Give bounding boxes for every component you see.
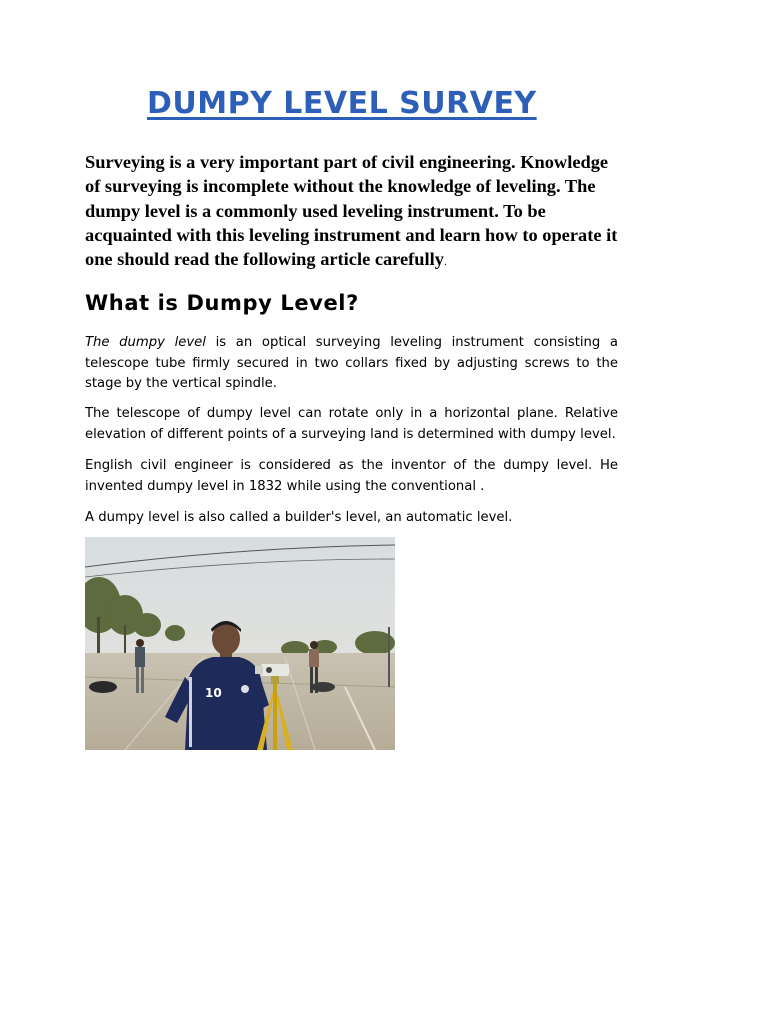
inventor-paragraph: English civil engineer is considered as the inventor of the dumpy level. He invented dumpy level in 1832 while using the conventional . (85, 458, 618, 494)
definition-paragraph (85, 333, 618, 395)
survey-photo (85, 537, 395, 750)
intro-text: Surveying is a very important part of civil engineering. Knowledge of surveying is incomplete without the knowledge of leveling. The dumpy level is a commonly used leveling instrument. To be acquainted with this leveling instrument and learn how to operate it one should read the following article carefully (85, 152, 618, 270)
definition-lead: The dumpy level (85, 335, 206, 350)
shirt-number: 10 (205, 686, 222, 700)
section-heading: What is Dumpy Level? (85, 291, 359, 315)
page-title: DUMPY LEVEL SURVEY (147, 86, 537, 121)
rotation-paragraph: The telescope of dumpy level can rotate only in a horizontal plane. Relative elevation of different points of a surveying land is determined with dumpy level. (85, 406, 618, 442)
definition-rest: is an optical surveying leveling instrument consisting a telescope tube firmly secured in two collars fixed by adjusting screws to the stage by the vertical spindle. (85, 335, 618, 391)
alias-paragraph: A dumpy level is also called a builder's level, an automatic level. (85, 510, 513, 525)
intro-trailing: . (443, 254, 447, 269)
intro-paragraph (85, 150, 625, 273)
survey-field-illustration (85, 537, 395, 750)
